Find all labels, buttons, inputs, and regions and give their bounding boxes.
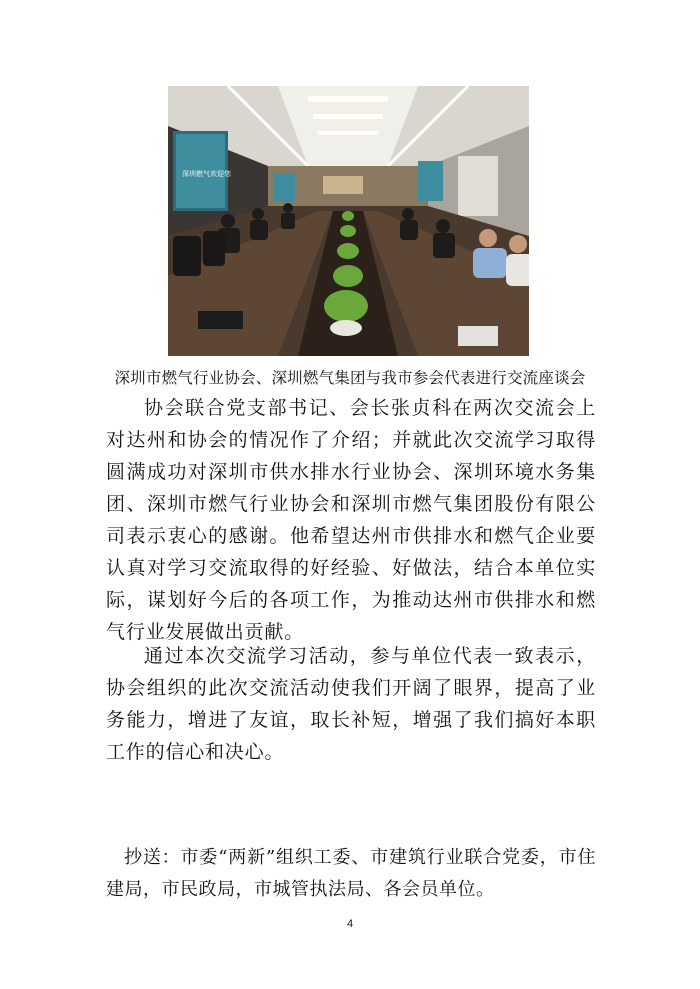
paragraph-1 (106, 392, 596, 648)
photo-caption: 深圳市燃气行业协会、深圳燃气集团与我市参会代表进行交流座谈会 (114, 369, 586, 387)
screen-text: 深圳燃气欢迎您 (182, 170, 231, 178)
meeting-photo (168, 86, 529, 356)
cc-distribution (106, 842, 596, 906)
page-number: 4 (346, 918, 354, 930)
cc-text: 抄送：市委“两新”组织工委、市建筑行业联合党委，市住建局，市民政局，市城管执法局、各会员单位。 (106, 847, 596, 900)
paragraph-text: 通过本次交流学习活动，参与单位代表一致表示，协会组织的此次交流活动使我们开阔了眼界，提高了业务能力，增进了友谊，取长补短，增强了我们搞好本职工作的信心和决心。 (106, 645, 596, 763)
paragraph-2 (106, 640, 596, 768)
paragraph-text: 协会联合党支部书记、会长张贞科在两次交流会上对达州和协会的情况作了介绍；并就此次交流学习取得圆满成功对深圳市供水排水行业协会、深圳环境水务集团、深圳市燃气行业协会和深圳市燃气集团股份有限公司表示衷心的感谢。他希望达州市供排水和燃气企业要认真对学习交流取得的好经验、好做法，结合本单位实际，谋划好今后的各项工作，为推动达州市供排水和燃气行业发展做出贡献。 (106, 397, 596, 643)
